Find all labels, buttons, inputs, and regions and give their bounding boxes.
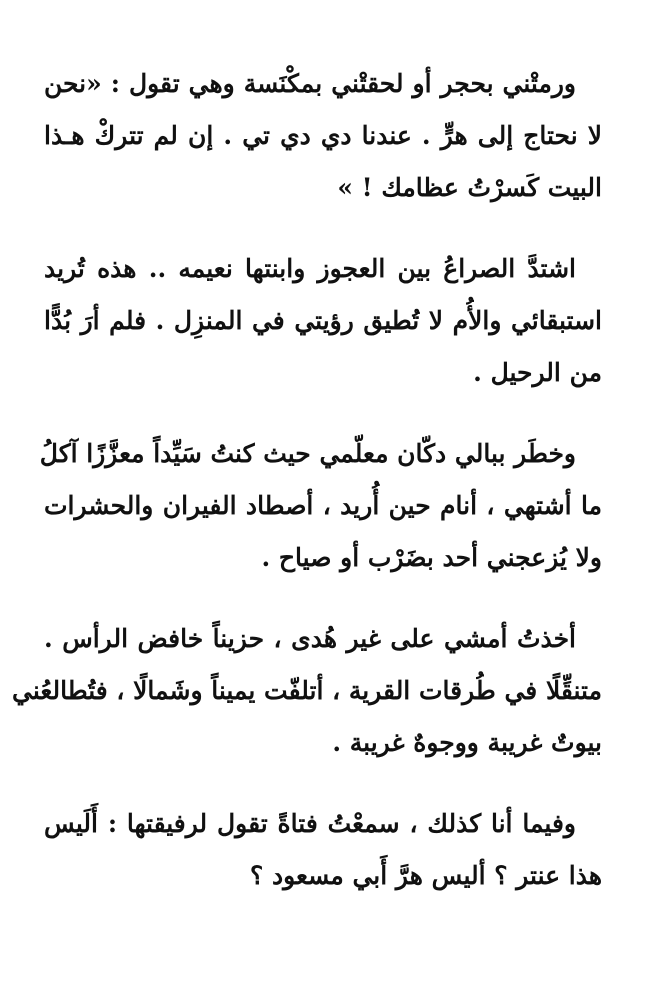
text-line: وخطَر ببالي دكّان معلّمي حيث كنتُ سَيِّداً معزَّزًا آكلُ: [39, 439, 576, 468]
text-line: البيت كَسرْتُ عظامك ! »: [337, 173, 602, 202]
paragraph-4: [12, 613, 602, 769]
page-text: [12, 58, 602, 931]
text-line: بيوتٌ غريبة ووجوهٌ غريبة .: [332, 728, 602, 757]
text-line: لا نحتاج إلى هرٍّ . عندنا دي دي تي . إن لم تتركْ هـذا: [44, 121, 602, 150]
text-line: ورمتْني بحجر أو لحقتْني بمكْنَسة وهي تقول : «نحن: [44, 69, 576, 98]
text-line: ولا يُزعجني أحد بضَرْب أو صياح .: [261, 543, 602, 572]
paragraph-1: [44, 58, 602, 214]
text-line: أخذتُ أمشي على غير هُدى ، حزيناً خافض الرأس .: [44, 624, 576, 653]
paragraph-2: [44, 243, 602, 399]
text-line: هذا عنتر ؟ أليس هرَّ أَبي مسعود ؟: [249, 861, 602, 890]
text-line: من الرحيل .: [473, 358, 602, 387]
text-line: ما أشتهي ، أنام حين أُريد ، أصطاد الفيران والحشرات: [44, 491, 602, 520]
paragraph-5: [44, 798, 602, 902]
text-line: متنقِّلًا في طُرقات القرية ، أتلفّت يميناً وشَمالًا ، فتُطالعُني: [12, 676, 602, 705]
paragraph-3: [39, 428, 602, 584]
text-line: اشتدَّ الصراعُ بين العجوز وابنتها نعيمه .. هذه تُريد: [44, 254, 576, 283]
text-line: وفيما أنا كذلك ، سمعْتُ فتاةً تقول لرفيقتها : أَلَيس: [44, 809, 576, 838]
text-line: استبقائي والأُم لا تُطيق رؤيتي في المنزِل . فلم أرَ بُدًّا: [44, 306, 602, 335]
